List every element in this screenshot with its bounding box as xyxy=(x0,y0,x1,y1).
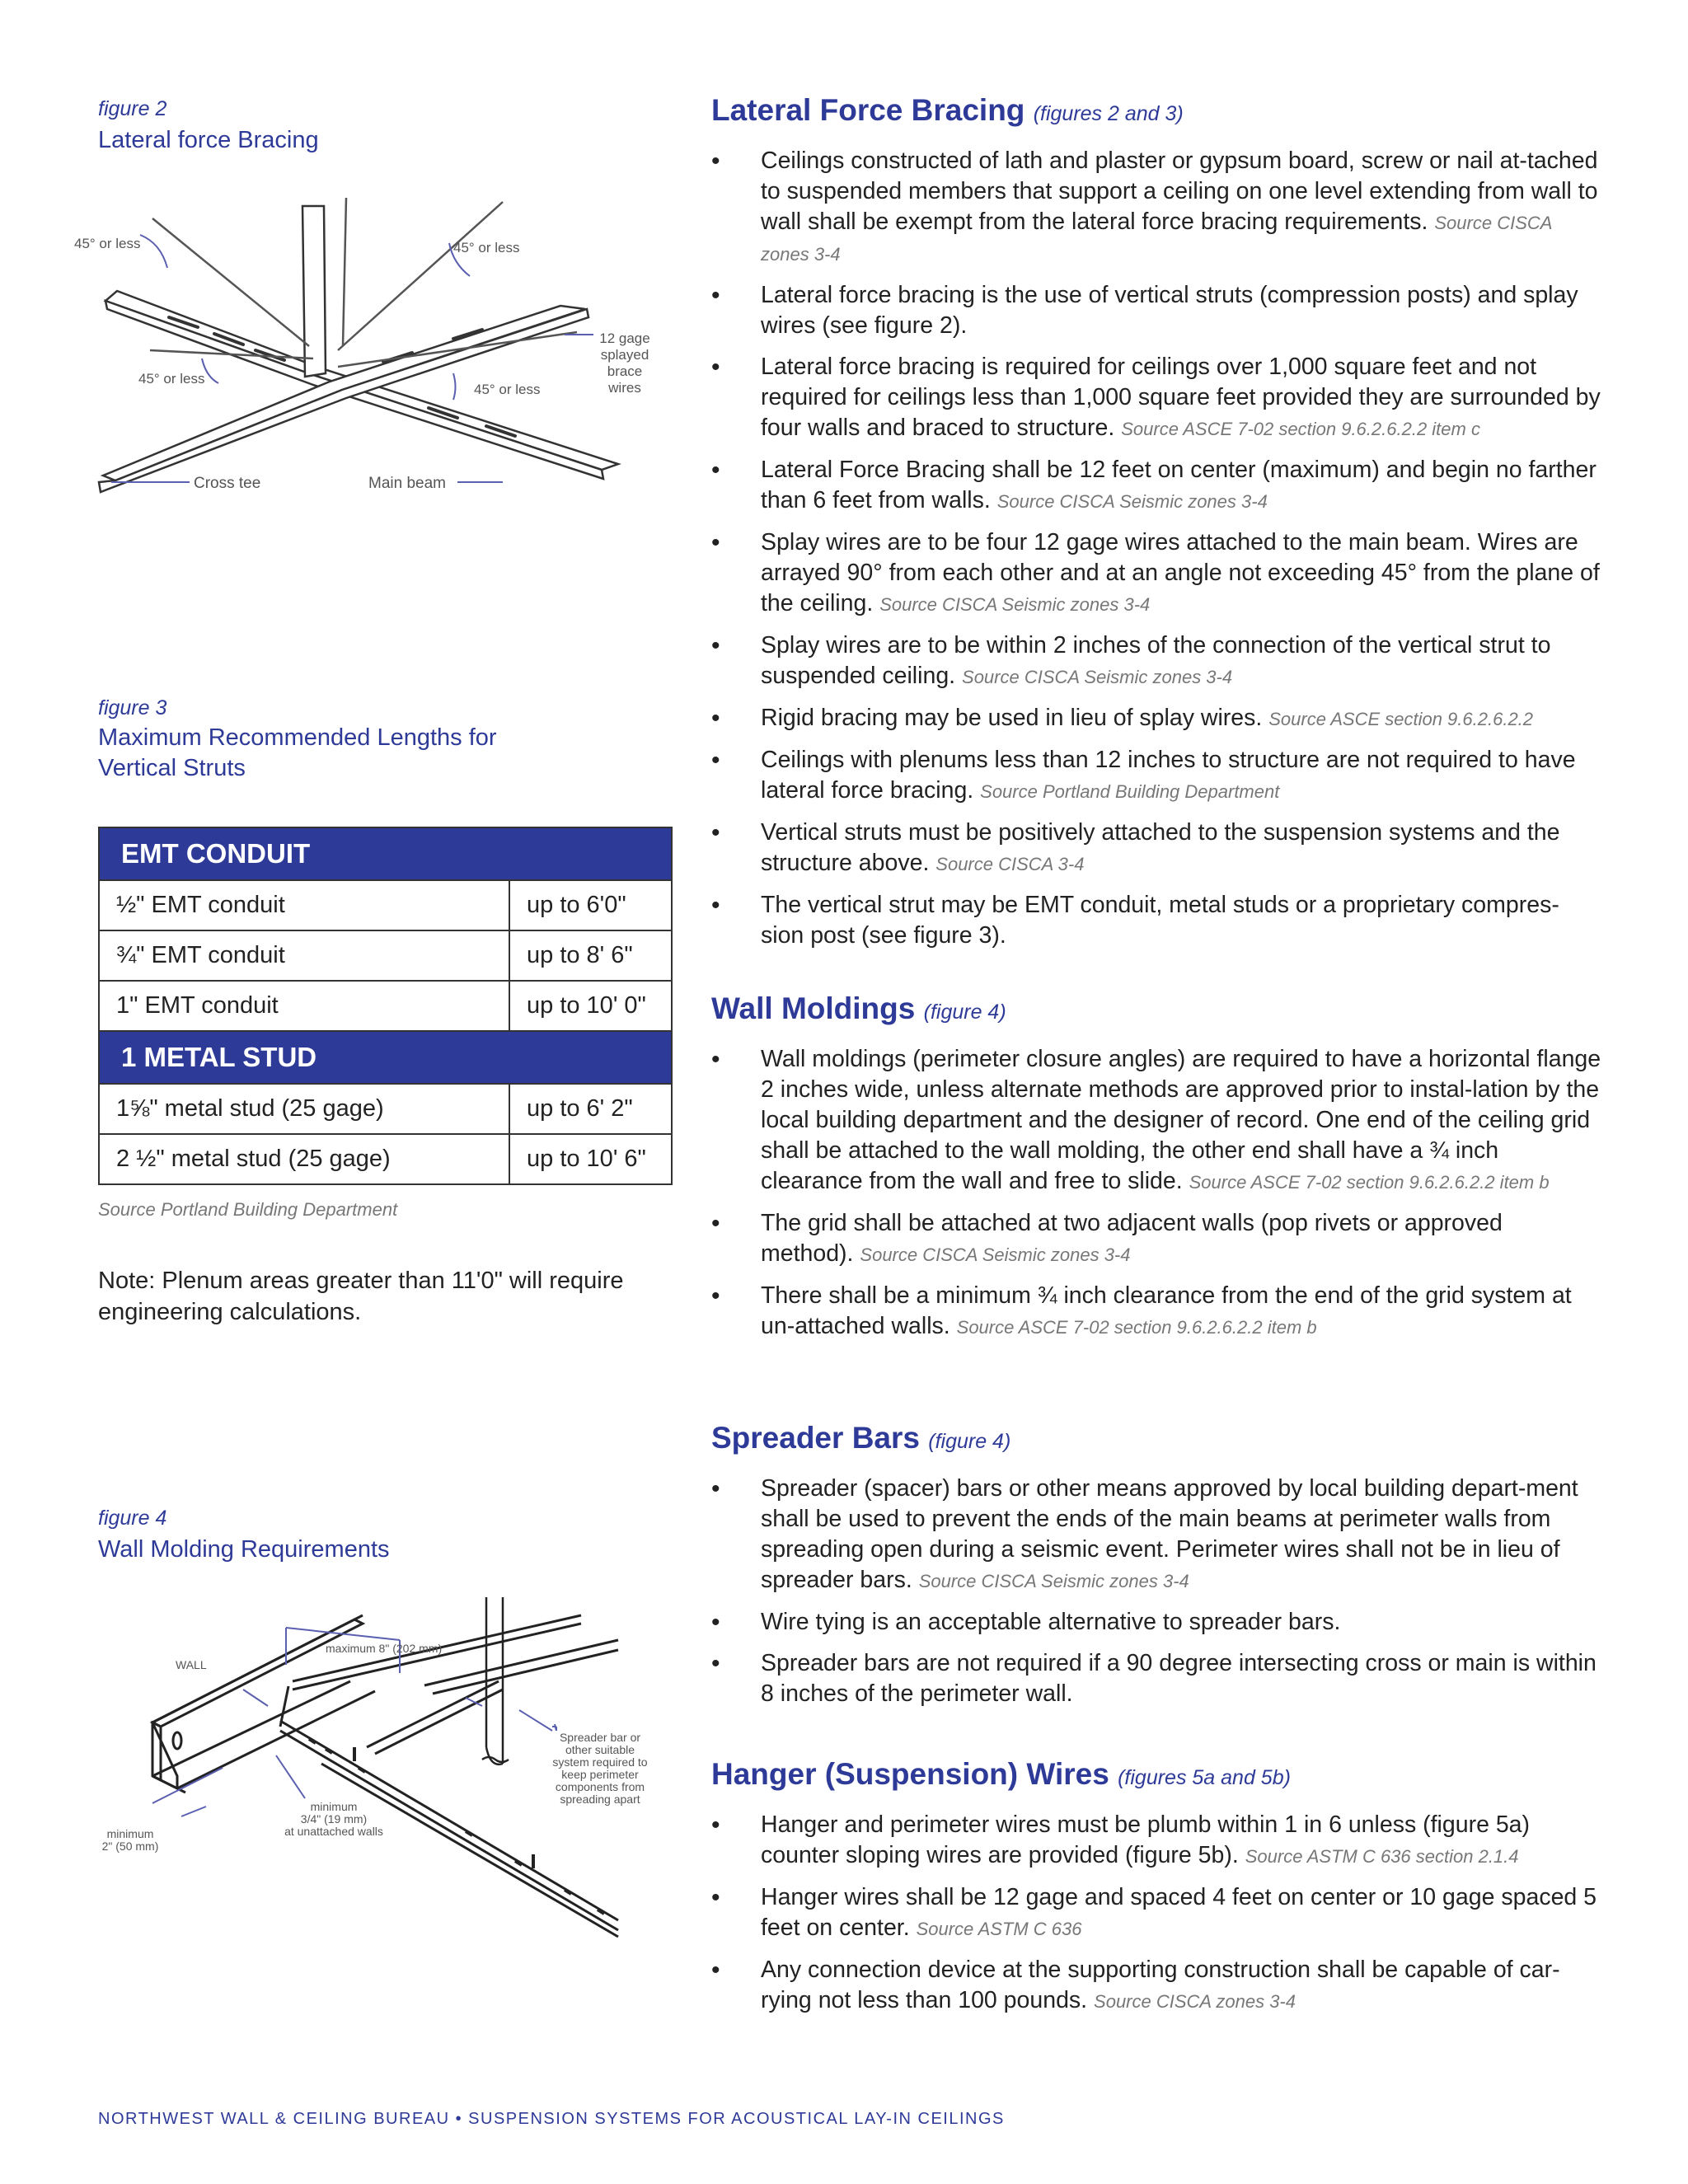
splay-wire-tr xyxy=(338,202,503,350)
hanger-bullet-list xyxy=(711,1810,1601,2017)
bullet-icon: • xyxy=(711,529,720,556)
list-item xyxy=(711,352,1601,444)
bullet-text: The grid shall be attached at two adjacent walls (pop rivets or approved method). xyxy=(761,1210,1503,1267)
list-item xyxy=(711,1208,1601,1270)
table-cell-item: 2 ½" metal stud (25 gage) xyxy=(99,1134,509,1184)
source-citation: Source CISCA 3-4 xyxy=(935,854,1085,874)
table-row xyxy=(99,930,672,981)
vertical-strut xyxy=(302,206,326,377)
table-cell-item: 1⅝" metal stud (25 gage) xyxy=(99,1084,509,1134)
figure-3-title-line2: Vertical Struts xyxy=(98,755,246,781)
source-citation: Source CISCA Seismic zones 3-4 xyxy=(962,667,1233,687)
bullet-text: Ceilings constructed of lath and plaster or gypsum board, screw or nail at-tached to suspended members that support a ceiling on one level extending from wall to wall shall be exempt from the lateral force bracing requirements. xyxy=(761,148,1598,235)
source-citation: Source ASCE 7-02 section 9.6.2.6.2.2 item b xyxy=(1189,1172,1550,1193)
list-item xyxy=(711,630,1601,692)
lateral-force-bracing-section xyxy=(711,93,1601,962)
lateral-bracing-diagram xyxy=(66,185,676,503)
bullet-icon: • xyxy=(711,1475,720,1502)
bullet-text: Hanger and perimeter wires must be plumb within 1 in 6 unless (figure 5a) counter sloping wires are provided (figure 5b). xyxy=(761,1811,1531,1868)
plenum-note: Note: Plenum areas greater than 11'0" will require engineering calculations. xyxy=(98,1268,624,1325)
table-row xyxy=(99,1134,672,1184)
source-citation: Source CISCA Seismic zones 3-4 xyxy=(918,1571,1189,1591)
list-item xyxy=(711,745,1601,807)
bullet-icon: • xyxy=(711,354,720,381)
bullet-icon: • xyxy=(711,282,720,309)
hanger-wires-section xyxy=(711,1757,1601,2027)
min-34-label-2: 3/4" (19 mm) xyxy=(300,1812,368,1825)
metal-stud-header: 1 METAL STUD xyxy=(99,1031,672,1084)
angle-label-bl: 45° or less xyxy=(138,371,205,387)
section-heading: Lateral Force Bracing (figures 2 and 3) xyxy=(711,93,1184,127)
list-item xyxy=(711,1648,1601,1709)
list-item xyxy=(711,818,1601,879)
spreader-label-3: system required to xyxy=(552,1755,648,1769)
source-citation: Source CISCA zones 3-4 xyxy=(761,213,1552,265)
bullet-text: Lateral force bracing is required for ceilings over 1,000 square feet and not required for ceilings less than 1,000 square feet provided they are surrounded by four walls and braced to structure. xyxy=(761,354,1601,441)
bullet-icon: • xyxy=(711,1210,720,1237)
bullet-text: Lateral force bracing is the use of vertical struts (compression posts) and splay wires (see figure 2). xyxy=(761,282,1578,339)
list-item xyxy=(711,1607,1601,1638)
wall-molding-diagram xyxy=(70,1591,672,1953)
bullet-icon: • xyxy=(711,148,720,175)
spreader-label-6: spreading apart xyxy=(560,1793,640,1806)
section-heading: Spreader Bars (figure 4) xyxy=(711,1421,1011,1455)
source-citation: Source CISCA zones 3-4 xyxy=(1094,1991,1296,2012)
bullet-icon: • xyxy=(711,457,720,484)
spreader-bars-section xyxy=(711,1421,1601,1720)
table-cell-item: 1" EMT conduit xyxy=(99,981,509,1031)
table-cell-value: up to 10' 0" xyxy=(509,981,672,1031)
source-citation: Source ASCE 7-02 section 9.6.2.6.2.2 item c xyxy=(1121,419,1480,439)
list-item xyxy=(711,1474,1601,1596)
lateral-bullet-list xyxy=(711,146,1601,951)
vertical-struts-table xyxy=(98,827,673,1185)
list-item xyxy=(711,1044,1601,1197)
cross-tee-label: Cross tee xyxy=(194,475,261,492)
bullet-text: Wire tying is an acceptable alternative to spreader bars. xyxy=(761,1609,1341,1635)
wall-bullet-list xyxy=(711,1044,1601,1343)
min-2-label-1: minimum xyxy=(106,1827,154,1840)
bullet-text: Hanger wires shall be 12 gage and spaced 4 feet on center or 10 gage spaced 5 feet on center. xyxy=(761,1884,1597,1941)
list-item xyxy=(711,1810,1601,1872)
angle-label-tr: 45° or less xyxy=(453,240,520,255)
spreader-label-1: Spreader bar or xyxy=(559,1731,641,1744)
angle-arc-br xyxy=(453,373,456,400)
bullet-icon: • xyxy=(711,819,720,846)
page-footer: NORTHWEST WALL & CEILING BUREAU • SUSPENSION SYSTEMS FOR ACOUSTICAL LAY-IN CEILINGS xyxy=(98,2110,1005,2128)
wall-label: WALL xyxy=(176,1658,207,1671)
angle-label-tl: 45° or less xyxy=(74,236,141,251)
table-row xyxy=(99,981,672,1031)
table-source: Source Portland Building Department xyxy=(98,1199,398,1220)
spreader-label-2: other suitable xyxy=(565,1743,635,1756)
bullet-text: Any connection device at the supporting construction shall be capable of car-rying not less than 100 pounds. xyxy=(761,1957,1560,2013)
list-item xyxy=(711,146,1601,269)
table-row xyxy=(99,1084,672,1134)
bullet-text: Lateral Force Bracing shall be 12 feet on center (maximum) and begin no farther than 6 feet from walls. xyxy=(761,457,1597,513)
source-citation: Source CISCA Seismic zones 3-4 xyxy=(860,1244,1131,1265)
bullet-icon: • xyxy=(711,1650,720,1677)
table-cell-item: ½" EMT conduit xyxy=(99,880,509,930)
min-34-label-3: at unattached walls xyxy=(284,1825,383,1838)
max-8-label: maximum 8" (202 mm) xyxy=(326,1642,443,1655)
list-item xyxy=(711,703,1601,734)
source-citation: Source CISCA Seismic zones 3-4 xyxy=(879,594,1151,615)
source-citation: Source CISCA Seismic zones 3-4 xyxy=(996,491,1268,512)
bullet-text: Splay wires are to be within 2 inches of the connection of the vertical strut to suspended ceiling. xyxy=(761,632,1551,689)
source-citation: Source ASTM C 636 xyxy=(916,1919,1082,1939)
bullet-icon: • xyxy=(711,747,720,774)
bullet-text: Spreader bars are not required if a 90 degree intersecting cross or main is within 8 inches of the perimeter wall. xyxy=(761,1650,1597,1707)
list-item xyxy=(711,280,1601,341)
list-item xyxy=(711,1281,1601,1343)
wires-label-1: 12 gage xyxy=(599,330,650,346)
wires-label-4: wires xyxy=(608,380,641,396)
table-cell-value: up to 10' 6" xyxy=(509,1134,672,1184)
angle-arc-tl xyxy=(140,235,167,268)
bullet-text: Splay wires are to be four 12 gage wires attached to the main beam. Wires are arrayed 90° from each other and at an angle not exceeding 45° from the plane of the ceiling. xyxy=(761,529,1600,616)
figure-4-number: figure 4 xyxy=(98,1507,167,1530)
wires-label-2: splayed xyxy=(600,347,649,363)
spreader-label-5: components from xyxy=(555,1780,645,1793)
wires-label-3: brace xyxy=(607,363,643,379)
figure-2-title: Lateral force Bracing xyxy=(98,127,319,153)
emt-conduit-header: EMT CONDUIT xyxy=(99,827,672,880)
min-2-label-2: 2" (50 mm) xyxy=(101,1840,159,1853)
min-34-label-1: minimum xyxy=(310,1800,358,1813)
wall-moldings-section xyxy=(711,991,1601,1353)
bullet-text: Vertical struts must be positively attached to the suspension systems and the structure above. xyxy=(761,819,1560,876)
bullet-icon: • xyxy=(711,1884,720,1911)
bullet-icon: • xyxy=(711,1609,720,1636)
source-citation: Source ASTM C 636 section 2.1.4 xyxy=(1245,1846,1519,1867)
list-item xyxy=(711,527,1601,620)
source-citation: Source Portland Building Department xyxy=(980,781,1280,802)
bullet-text: Wall moldings (perimeter closure angles) are required to have a horizontal flange 2 inches wide, unless alternate methods are approved prior to instal-lation by the local building department and the designer of record. One end of the ceiling grid shall be attached to the wall molding, the other end shall have a ¾ inch clearance from the wall and free to slide. xyxy=(761,1046,1601,1194)
spreader-label-4: keep perimeter xyxy=(561,1768,639,1781)
bullet-icon: • xyxy=(711,1046,720,1073)
table-row xyxy=(99,880,672,930)
bullet-text: Rigid bracing may be used in lieu of splay wires. xyxy=(761,705,1263,731)
source-citation: Source ASCE section 9.6.2.6.2.2 xyxy=(1268,709,1534,729)
bullet-icon: • xyxy=(711,1282,720,1310)
angle-label-br: 45° or less xyxy=(474,382,541,397)
bullet-text: Ceilings with plenums less than 12 inches to structure are not required to have lateral force bracing. xyxy=(761,747,1576,804)
bullet-text: Spreader (spacer) bars or other means approved by local building depart-ment shall be used to prevent the ends of the main beams at perimeter walls from spreading open during a seismic event. Perimeter wires shall not be in lieu of spreader bars. xyxy=(761,1475,1578,1593)
section-heading: Wall Moldings (figure 4) xyxy=(711,991,1006,1025)
bullet-icon: • xyxy=(711,892,720,919)
figure-2-number: figure 2 xyxy=(98,97,167,120)
bullet-icon: • xyxy=(711,1811,720,1839)
list-item xyxy=(711,1955,1601,2017)
figure-3-number: figure 3 xyxy=(98,696,167,719)
list-item xyxy=(711,890,1601,951)
table-cell-value: up to 8' 6" xyxy=(509,930,672,981)
figure-3-title-line1: Maximum Recommended Lengths for xyxy=(98,724,497,751)
bullet-icon: • xyxy=(711,705,720,732)
table-cell-item: ¾" EMT conduit xyxy=(99,930,509,981)
list-item xyxy=(711,1882,1601,1944)
figure-4-title: Wall Molding Requirements xyxy=(98,1536,390,1563)
bullet-text: There shall be a minimum ¾ inch clearance from the end of the grid system at un-attached walls. xyxy=(761,1282,1572,1339)
bullet-icon: • xyxy=(711,632,720,659)
main-beam-label: Main beam xyxy=(368,475,446,492)
spreader-bullet-list xyxy=(711,1474,1601,1709)
section-heading: Hanger (Suspension) Wires (figures 5a and 5b) xyxy=(711,1757,1291,1791)
table-cell-value: up to 6' 2" xyxy=(509,1084,672,1134)
bullet-icon: • xyxy=(711,1957,720,1984)
table-cell-value: up to 6'0" xyxy=(509,880,672,930)
source-citation: Source ASCE 7-02 section 9.6.2.6.2.2 item b xyxy=(956,1317,1317,1338)
bullet-text: The vertical strut may be EMT conduit, metal studs or a proprietary compres-sion post (see figure 3). xyxy=(761,892,1559,949)
list-item xyxy=(711,455,1601,517)
